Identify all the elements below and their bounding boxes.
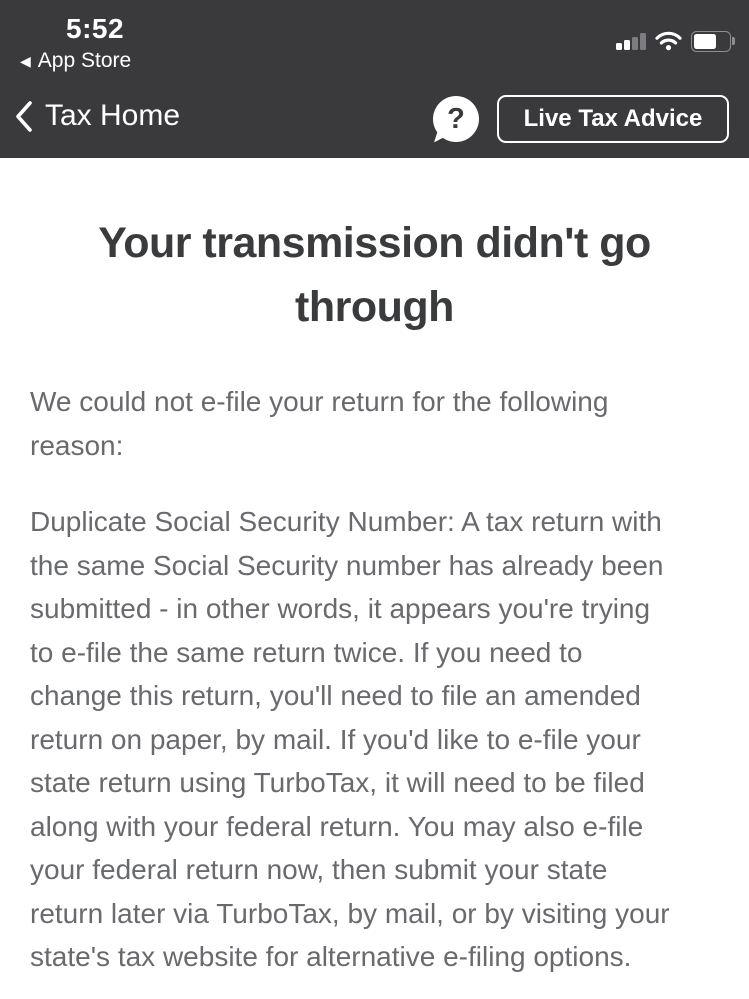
reason-line: submitted - in other words, it appears you're trying bbox=[30, 593, 651, 624]
back-triangle-icon: ◀ bbox=[20, 53, 31, 69]
reason-line: return on paper, by mail. If you'd like to e-file your bbox=[30, 723, 641, 755]
page-title bbox=[0, 211, 749, 339]
cellular-signal-icon bbox=[616, 33, 646, 50]
content-area bbox=[0, 158, 749, 979]
page-title-line: through bbox=[295, 283, 454, 331]
intro-paragraph bbox=[30, 380, 709, 467]
live-tax-advice-button[interactable]: Live Tax Advice bbox=[497, 95, 729, 143]
reason-line: state's tax website for alternative e-filing options. bbox=[30, 941, 632, 972]
back-to-app-store-link[interactable] bbox=[20, 49, 131, 73]
reason-line: change this return, you'll need to file an amended bbox=[30, 680, 641, 711]
reason-line: your federal return now, then submit your state bbox=[30, 854, 608, 885]
question-mark-icon: ? bbox=[447, 102, 465, 135]
signal-bar bbox=[616, 43, 622, 50]
help-speech-bubble-button[interactable] bbox=[433, 96, 479, 142]
reason-line: Duplicate Social Security Number: A tax return with bbox=[30, 506, 662, 537]
wifi-icon bbox=[655, 31, 682, 51]
nav-back-tax-home[interactable] bbox=[14, 99, 180, 133]
reason-line: along with your federal return. You may also e-file bbox=[30, 810, 644, 842]
header-bar bbox=[0, 0, 749, 158]
signal-bar bbox=[640, 33, 646, 50]
reason-line: the same Social Security number has already been bbox=[30, 549, 664, 581]
status-icons bbox=[616, 30, 736, 52]
reason-paragraph bbox=[30, 500, 709, 979]
battery-nub bbox=[732, 37, 735, 45]
battery-fill bbox=[694, 34, 716, 49]
chevron-left-icon bbox=[14, 100, 33, 133]
page-title-line: Your transmission didn't go bbox=[98, 219, 651, 267]
intro-line: reason: bbox=[30, 429, 124, 461]
reason-line: return later via TurboTax, by mail, or by visiting your bbox=[30, 897, 670, 929]
reason-line: state return using TurboTax, it will need to be filed bbox=[30, 767, 645, 798]
signal-bar bbox=[624, 40, 630, 50]
intro-line: We could not e-file your return for the following bbox=[30, 386, 609, 417]
signal-bar bbox=[632, 37, 638, 50]
status-time: 5:52 bbox=[66, 13, 125, 44]
back-app-label: App Store bbox=[37, 49, 132, 72]
nav-back-label: Tax Home bbox=[45, 99, 181, 132]
reason-line: to e-file the same return twice. If you need to bbox=[30, 636, 583, 668]
battery-icon bbox=[691, 31, 736, 52]
